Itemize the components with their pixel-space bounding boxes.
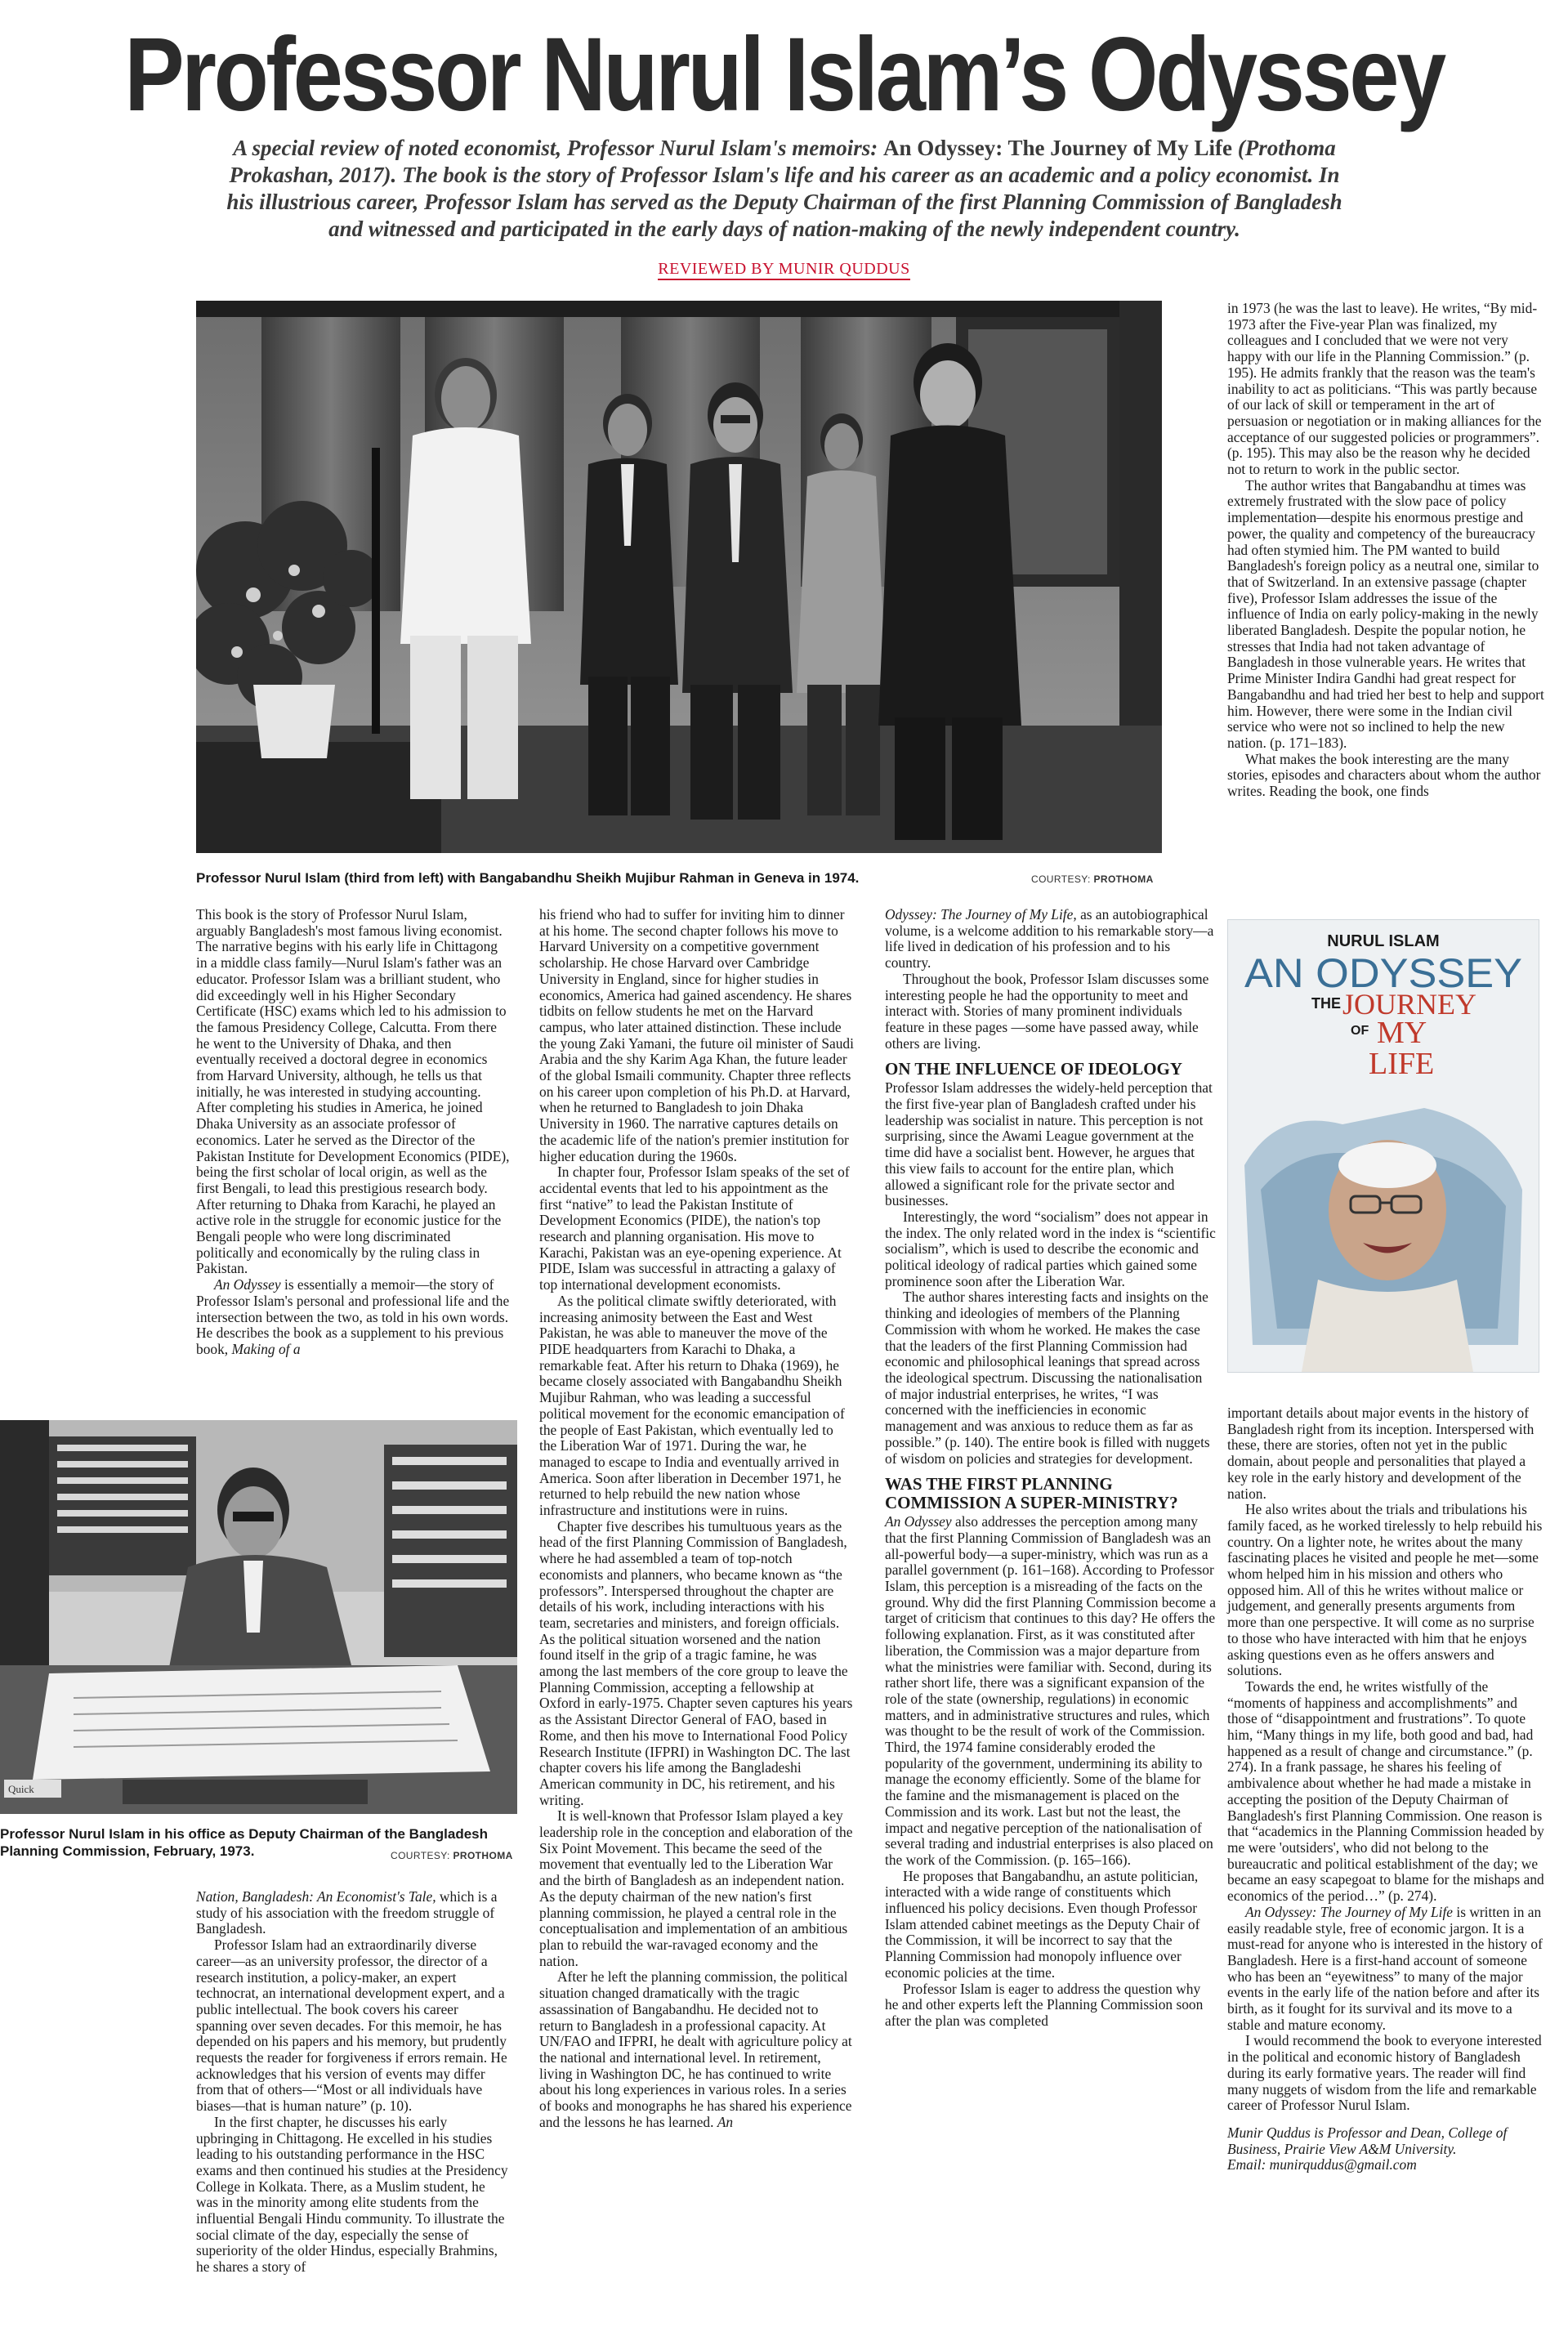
book-life: LIFE [1369, 1047, 1435, 1081]
top-photo-caption: Professor Nurul Islam (third from left) with Bangabandhu Sheikh Mujibur Rahman in Geneva in 1974. [196, 870, 860, 886]
col2-paragraph-4: Chapter five describes his tumultuous years as the head of the first Planning Commission of Bangladesh, where he had assembled a team of top-notch economists and planners, who became known as “the professors”. Interspersed throughout the chapter are details of his work, including interactions with his team, secretaries and ministers, and foreign officials. As the political situation worsened and the nation found itself in the grip of a tragic famine, he was among the last members of the core group to leave the Planning Commission, accepting a fellowship at Oxford in early-1975. Chapter seven captures his years as the Assistant Director General of FAO, based in Rome, and then his move to International Food Policy Research Institute (IFPRI) in Washington DC. The last chapter covers his life among the Bangladeshi American community in DC, his retirement, and his writing. [539, 1517, 853, 1808]
deck-text-1: A special review of noted economist, Professor Nurul Islam's memoirs: [233, 136, 883, 160]
col4b-paragraph-4-text: is written in an easily readable style, free of economic jargon. It is a must-read for anyone who is interested in the history of Bangladesh. Here is a first-hand account of someone who has been an “eyewitness” to many of the major events in the early life of the nation before and after its birth, as it fought for its survival and its move to a stable and mature economy. [1227, 1903, 1543, 2033]
col3-super-2: He proposes that Bangabandhu, an astute politician, interacted with a wide range of constituents which influenced his policy decisions. Even though Professor Islam attended cabinet meetings as the Deputy Chair of the Commission, it will be incorrect to say that the Planning Commission had monopoly influence over economic policies at the time. [885, 1867, 1200, 1981]
author-email: Email: munirquddus@gmail.com [1227, 2156, 1417, 2173]
office-photo-courtesy [391, 1850, 513, 1861]
col1-paragraph-2 [196, 1277, 511, 1358]
col1b-text: which is a study of his association with the freedom struggle of Bangladesh. [196, 1888, 498, 1937]
article-column-1-bottom [196, 1889, 511, 2276]
subhead-ideology: ON THE INFLUENCE OF IDEOLOGY [885, 1059, 1183, 1079]
col3-ideology-1: Professor Islam addresses the widely-held perception that the first five-year plan of Bangladesh crafted under his leadership was socialist in nature. This perception is not surprising, since the Awami League government at the time did have a socialist bent. However, he argues that this view fails to account for the entire plan, which allowed a significant role for the private sector and businesses. [885, 1079, 1213, 1209]
article-column-4-top [1227, 301, 1546, 800]
col3-paragraph-2: Throughout the book, Professor Islam discusses some interesting people he had the opportunity to meet and interact with. Stories of many prominent individuals feature in these pages —some have passed away, while others are living. [885, 970, 1209, 1052]
col2-paragraph-2: In chapter four, Professor Islam speaks of the set of accidental events that led to his appointment as the first “native” to lead the Pakistan Institute of Development Economics (PIDE), the nation's top research and planning organisation. His move to Karachi, Pakistan was an eye-opening experience. At PIDE, Islam was successful in attracting a galaxy of top international development economists. [539, 1164, 850, 1293]
office-photo-caption: Professor Nurul Islam in his office as Deputy Chairman of the Bangladesh Planning Commission, February, 1973. [0, 1826, 489, 1859]
book-cover-illustration [1228, 920, 1539, 1372]
col4-paragraph-1: in 1973 (he was the last to leave). He writes, “By mid-1973 after the Five-year Plan was finalized, my colleagues and I concluded that we were not very happy with our life in the Planning Commission.” (p. 195). He admits frankly that the reason was the team's inability to act as politicians. “This was partly because of our lack of skill or temperament in the art of persuasion or negotiation or in making alliances for the acceptance of our suggested policies or programmers”. (p. 195). This may also be the reason why he decided not to return to work in the public sector. [1227, 300, 1542, 478]
italic-an-odyssey: An Odyssey [885, 1513, 952, 1530]
col4-paragraph-2: The author writes that Bangabandhu at times was extremely frustrated with the slow pace of policy implementation—despite his enormous prestige and power, the quality and competency of the bureaucracy had often stymied him. The PM wanted to build Bangladesh's foreign policy as a neutral one, similar to that of Switzerland. In an extensive passage (chapter five), Professor Islam addresses the issue of the influence of India on early policy-making in the newly liberated Bangladesh. Despite the popular notion, he stresses that India had not taken advantage of Bangladesh in those vulnerable years. He writes that Prime Minister Indira Gandhi had great respect for Bangabandhu and had tried her best to help and support him. However, there were some in the Indian civil service who were not so inclined to help the new nation. (p. 171–183). [1227, 476, 1544, 751]
italic-book-title: Odyssey: The Journey of My Life, [885, 906, 1077, 923]
article-column-4-bottom [1227, 1405, 1546, 2173]
col3-paragraph-1 [885, 907, 1216, 972]
col3-ideology-3: The author shares interesting facts and insights on the thinking and ideologies of members of the Planning Commission with whom he worked. He makes the case that the leaders of the first Planning Commission had economic and philosophical leanings that spread across the ideological spectrum. Discussing the nationalisation of major industrial enterprises, he writes, “I was concerned with the inefficiencies in economic management and was anxious to reduce them as far as possible.” (p. 140). The entire book is filled with nuggets of wisdom on policies and strategies for development. [885, 1289, 1210, 1467]
subhead-super-ministry: WAS THE FIRST PLANNING COMMISSION A SUPER-MINISTRY? [885, 1474, 1178, 1513]
col2-paragraph-3: As the political climate swiftly deteriorated, with increasing animosity between the East and West Pakistan, he was able to maneuver the move of the PIDE headquarters from Karachi to Dhaka, a remarkable feat. After his return to Dhaka (1969), he became closely associated with Bangabandhu Sheikh Mujibur Rahman, who was leading a successful political movement for the economic emancipation of the people of East Pakistan, which eventually led to the Liberation War of 1971. During the war, he managed to escape to India and eventually arrived in America. Soon after liberation in December 1971, he returned to help rebuild the new nation whose infrastructure and institutions were in ruins. [539, 1292, 845, 1519]
italic-book-prev: Making of a [231, 1340, 301, 1357]
courtesy-label: COURTESY: [1031, 873, 1094, 885]
office-photo-illustration [0, 1420, 517, 1814]
col4b-paragraph-3: Towards the end, he writes wistfully of the “moments of happiness and accomplishments” and those of “disappointment and frustrations”. To quote him, “Many things in my life, both good and bad, had happened as a result of change and circumstance.” (p. 274). In a frank passage, he shares his feeling of ambivalence about whether he had made a mistake in accepting the position of the Deputy Chairman of Bangladesh's first Planning Commission. One reason is that “academics in the Planning Commission headed by me were 'outsiders', who did not belong to the bureaucratic and political establishment of the day; we became an easy scapegoat to blame for the mishaps and economics of the period…” (p. 274). [1227, 1678, 1544, 1905]
col4b-paragraph-1: important details about major events in the history of Bangladesh right from its inception. Interspersed with these, there are stories, often not yet in the public domain, about people and personalities that played a key role in the early history and development of the nation. [1227, 1405, 1534, 1502]
top-photo [196, 301, 1162, 853]
headline: Professor Nurul Islam’s Odyssey [124, 16, 1444, 133]
article-column-3 [885, 907, 1216, 2030]
book-cover-image [1227, 919, 1539, 1373]
col3-intro-text: as an autobiographical volume, is a welcome addition to his remarkable story—a life lived in dedication of his profession and to his country. [885, 906, 1214, 972]
col3-super-1 [885, 1514, 1216, 1868]
book-title: AN ODYSSEY [1244, 950, 1522, 996]
italic-book-name: An Odyssey [214, 1276, 281, 1293]
article-column-1 [196, 907, 511, 1358]
col1-paragraph-1: This book is the story of Professor Nurul Islam, arguably Bangladesh's most famous living economist. The narrative begins with his early life in Chittagong in a middle class family—Nurul Islam's father was an educator. Professor Islam was a brilliant student, who did exceedingly well in his Higher Secondary Certificate (HSC) exams which led to his admission to the famous Presidency College, Calcutta. From there he went to the University of Dhaka, and then eventually received a doctoral degree in economics from Harvard University, although, he tells us that initially, he was interested in studying accounting. After completing his studies in America, he joined Dhaka University as an associate professor of economics. Later he served as the Director of the Pakistan Institute for Development Economics (PIDE), being the first scholar of local origin, as well as the first Bengali, to lead this prestigious research body. After returning to Dhaka from Karachi, he played an active role in the struggle for economic justice for the Bengali people who were long discriminated politically and economically by the ruling class in Pakistan. [196, 906, 510, 1277]
col3-super-3: Professor Islam is eager to address the question why he and other experts left the Planning Commission soon after the plan was completed [885, 1980, 1204, 2029]
office-desk-sign-text: Quick [8, 1783, 34, 1795]
book-journey: JOURNEY [1342, 988, 1477, 1021]
col1b-paragraph-2: Professor Islam had an extraordinarily diverse career—as an university professor, the director of a research institution, a policy-maker, an expert technocrat, an international development expert, and a public intellectual. The book covers his career spanning over seven decades. For this memoir, he has depended on his papers and his memory, but prudently requests the reader for forgiveness if errors remain. He acknowledges that his version of events may differ from that of others—“Most or all individuals have biases—that is human nature” (p. 10). [196, 1937, 507, 2115]
col1b-paragraph-3: In the first chapter, he discusses his early upbringing in Chittagong. He excelled in his studies leading to his outstanding performance in the HSC exams and then continued his studies at the Presidency College in Kolkata. There, as a Muslim student, he was in the minority among elite students from the influential Bengali Hindu community. To illustrate the social climate of the day, especially the sense of superiority of the older Hindus, especially Brahmins, he shares a story of [196, 2113, 508, 2276]
col4b-paragraph-5: I would recommend the book to everyone interested in the political and economic history of Bangladesh during its early formative years. The reader will find many nuggets of wisdom from the life and remarkable career of Professor Nurul Islam. [1227, 2032, 1542, 2114]
byline [0, 260, 1568, 279]
italic-full-title: An Odyssey: The Journey of My Life [1245, 1903, 1454, 1920]
courtesy-label: COURTESY: [391, 1850, 453, 1861]
top-photo-courtesy [1031, 873, 1154, 885]
col4b-paragraph-4 [1227, 1905, 1546, 2034]
book-my: MY [1377, 1016, 1427, 1050]
col4b-paragraph-2: He also writes about the trials and tribulations his family faced, as he worked tirelessly to help rebuild his country. On a lighter note, he writes about the many fascinating places he visited and people he met—some whom helped him in his mission and others who opposed him. All of this he writes without malice or judgement, and generally presents arguments from more than one perspective. It will come as no surprise to those who have interacted with him that he enjoys asking questions even as he offers answers and solutions. [1227, 1501, 1543, 1679]
col2-paragraph-5: It is well-known that Professor Islam played a key leadership role in the conception and elaboration of the Six Point Movement. This became the seed of the movement that eventually led to the Liberation War and the birth of Bangladesh as an independent nation. As the deputy chairman of the new nation's first planning commission, he played a central role in the conceptualisation and implementation of an ambitious plan to rebuild the war-ravaged economy and the nation. [539, 1807, 853, 1969]
col4-paragraph-3: What makes the book interesting are the many stories, episodes and characters about whom the author writes. Reading the book, one finds [1227, 750, 1541, 800]
col2-paragraph-6 [539, 1969, 854, 2130]
col1-paragraph-2-text: is essentially a memoir—the story of Professor Islam's personal and professional life and the intersection between the two, as told in his own words. He describes the book as a supplement to his previous book, [196, 1276, 510, 1357]
group-photo-illustration [196, 301, 1162, 853]
article-column-2 [539, 907, 854, 2130]
book-of: OF [1351, 1024, 1369, 1038]
italic-an: An [717, 2113, 734, 2130]
byline-text: REVIEWED BY MUNIR QUDDUS [658, 260, 909, 280]
col2-paragraph-1: his friend who had to suffer for inviting him to dinner at his home. The second chapter follows his move to Harvard University on a competitive government scholarship. He chose Harvard over Cambridge University in England, since for higher studies in economics, America had gained ascendency. He shares tidbits on fellow students he met on the Harvard campus, who later attained distinction. These include the young Zaki Yamani, the future oil minister of Saudi Arabia and the shy Karim Aga Khan, the future leader of the global Ismaili community. Chapter three reflects on his career upon completion of his Ph.D. at Harvard, when he returned to Bangladesh to join Dhaka University in 1960. The narrative captures details on the academic life of the nation's premier institution for higher education during the 1960s. [539, 906, 854, 1164]
author-signature: Munir Quddus is Professor and Dean, College of Business, Prairie View A&M University. [1227, 2124, 1508, 2157]
courtesy-source: PROTHOMA [453, 1850, 513, 1861]
book-the: THE [1311, 995, 1341, 1012]
col2-paragraph-6-text: After he left the planning commission, the political situation changed dramatically with the tragic assassination of Bangabandhu. He decided not to return to Bangladesh in a professional capacity. At UN/FAO and IFPRI, he dealt with agriculture policy at the national and international level. In retirement, living in Washington DC, he has continued to write about his long experiences in various roles. In a series of books and monographs he has shared his experience and the lessons he has learned. [539, 1968, 852, 2130]
col3-ideology-2: Interestingly, the word “socialism” does not appear in the index. The only related word in the index is “scientific socialism”, which is used to describe the economic and political ideology of radical parties which gained some prominence soon after the Liberation War. [885, 1208, 1216, 1289]
deck-text-2: (Prothoma Prokashan, 2017). The book is the story of Professor Islam's life and his career as an academic and a policy economist. In his illustrious career, Professor Islam has served as the Deputy Chairman of the first Planning Commission of Bangladesh and witnessed and participated in the early days of nation-making of the newly independent country. [226, 136, 1342, 241]
col1b-paragraph-1 [196, 1889, 511, 1937]
book-author: NURUL ISLAM [1327, 932, 1440, 950]
office-photo [0, 1420, 517, 1814]
article-deck [221, 135, 1348, 243]
col3-super-1-text: also addresses the perception among many that the first Planning Commission of Bangladesh was an all-powerful body—a super-ministry, which was run as a parallel government (p. 161–168). According to Professor Islam, this perception is a misreading of the facts on the ground. Why did the first Planning Commission become a target of criticism that continues to this day? He offers the following explanation. First, as it was constituted after liberation, the Commission was a major departure from what the ministries were familiar with. Second, during its rather short life, there was a significant expansion of the role of the state (ownership, regulations) in economic matters, and in administrative structures and rules, which was thought to be the result of work of the Commission. Third, the 1974 famine considerably eroded the popularity of the government, undermining its ability to manage the economy efficiently. Some of the blame for the famine and the mismanagement is placed on the Commission and its work. Last but not the least, the impact and negative perception of the nationalisation of several trading and industrial enterprises is also placed on the work of the Commission. (p. 165–166). [885, 1513, 1216, 1868]
deck-book-title: An Odyssey: The Journey of My Life [882, 136, 1232, 160]
italic-prev-book: Nation, Bangladesh: An Economist's Tale, [196, 1888, 436, 1905]
courtesy-source: PROTHOMA [1093, 873, 1154, 885]
